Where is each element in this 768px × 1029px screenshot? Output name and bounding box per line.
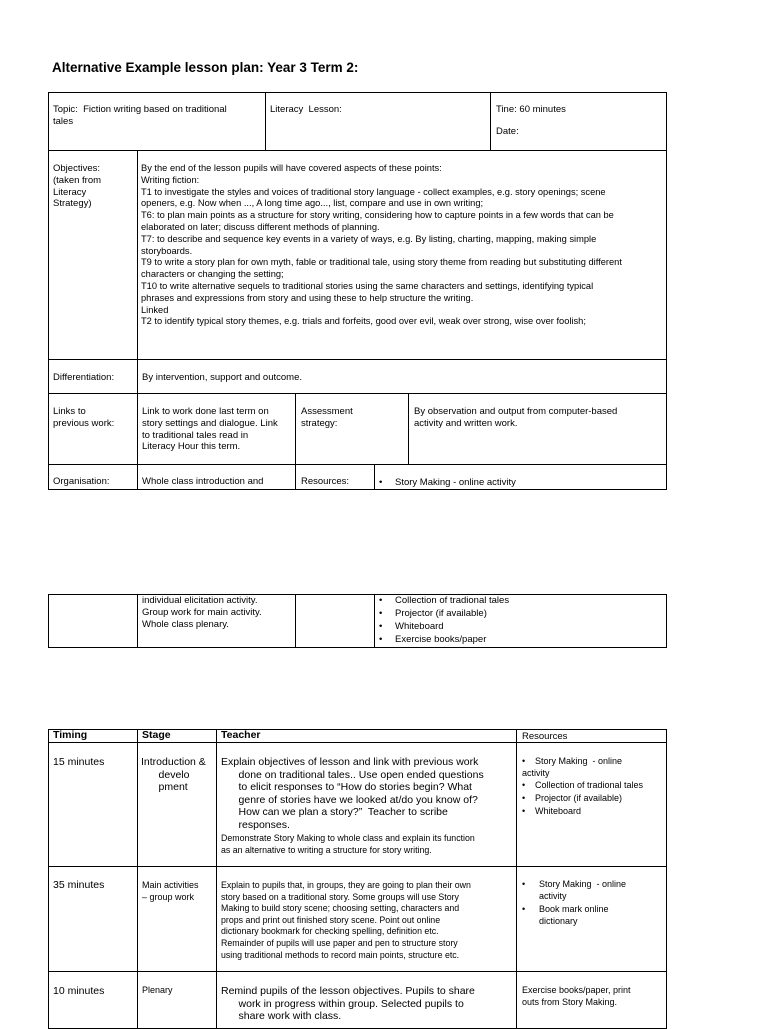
row-stage: Plenary <box>142 985 173 995</box>
time-cell: Tine: 60 minutes <box>496 104 566 115</box>
objective-line: T2 to identify typical story themes, e.g. trials and forfeits, good over evil, weak over strong, wise over foolish; <box>141 316 586 327</box>
resource-item: • Story Making - online activity <box>522 756 623 778</box>
row-timing: 10 minutes <box>53 985 105 997</box>
objectives-text <box>141 163 663 328</box>
resource-item: • Story Making - online activity <box>379 477 516 488</box>
row-stage: Introduction & develo pment <box>141 756 206 794</box>
objectives-label: Objectives: (taken from Literacy Strategy) <box>53 163 102 210</box>
resource-item: • Projector (if available) <box>522 793 623 803</box>
resource-item: • Book mark online dictionary <box>522 904 609 926</box>
document-title: Alternative Example lesson plan: Year 3 Term 2: <box>52 60 359 75</box>
differentiation-text: By intervention, support and outcome. <box>142 372 303 383</box>
resource-item: • Exercise books/paper <box>379 634 487 645</box>
assessment-text: By observation and output from computer-based activity and written work. <box>414 406 618 429</box>
objective-line: T6: to plan main points as a structure for story writing, considering how to capture points in a few words that can be <box>141 210 614 221</box>
objective-line: elaborated on later; discuss different methods of planning. <box>141 221 380 232</box>
resource-item: • Story Making - online activity <box>522 879 627 901</box>
organisation-label: Organisation: <box>53 476 110 487</box>
header-teacher: Teacher <box>221 729 261 741</box>
header-resources: Resources <box>522 731 568 742</box>
header-stage: Stage <box>142 729 171 741</box>
row-timing: 15 minutes <box>53 756 105 768</box>
row-resources: Exercise books/paper, print outs from Story Making. <box>522 985 631 1007</box>
row-teacher-note: Demonstrate Story Making to whole class and explain its function as an alternative to writing a structure for story writing. <box>221 833 475 855</box>
row-stage: Main activities – group work <box>142 880 199 902</box>
row-teacher: Remind pupils of the lesson objectives. Pupils to share work in progress within group. Selected pupils to share work with class. <box>221 985 475 1023</box>
objective-line: phrases and expressions from story and using these to help structure the writing. <box>141 292 474 303</box>
objective-line: Writing fiction: <box>141 174 200 185</box>
plan-table-continued <box>48 594 667 648</box>
resources-label: Resources: <box>301 476 350 487</box>
objective-line: T9 to write a story plan for own myth, fable or traditional tale, using story theme from reading but substituting different <box>141 257 622 268</box>
objective-line: T7: to describe and sequence key events in a variety of ways, e.g. By listing, charting, mapping, making simple <box>141 233 597 244</box>
header-timing: Timing <box>53 729 88 741</box>
resource-item: • Projector (if available) <box>379 608 487 619</box>
objective-line: T1 to investigate the styles and voices of traditional story language - collect examples, e.g. story openings; scene <box>141 186 606 197</box>
differentiation-label: Differentiation: <box>53 372 115 383</box>
objective-line: Linked <box>141 304 169 315</box>
assessment-label: Assessment strategy: <box>301 406 353 429</box>
objective-line: By the end of the lesson pupils will have covered aspects of these points: <box>141 163 442 173</box>
row-teacher: Explain objectives of lesson and link with previous work done on traditional tales.. Use open ended questions to elicit responses to “How do stories begin? What genre of stories have we looked at/do you know of? How can we plan a story?” Teacher to scribe responses. <box>221 756 484 831</box>
links-text: Link to work done last term on story settings and dialogue. Link to traditional tales read in Literacy Hour this term. <box>142 406 278 453</box>
date-cell: Date: <box>496 126 519 137</box>
resource-item: • Whiteboard <box>522 806 582 816</box>
organisation-text-continued: individual elicitation activity. Group work for main activity. Whole class plenary. <box>142 595 262 630</box>
links-label: Links to previous work: <box>53 406 115 429</box>
organisation-text: Whole class introduction and <box>142 476 264 487</box>
literacy-lesson-cell: Literacy Lesson: <box>270 104 342 115</box>
objective-line: storyboards. <box>141 245 193 256</box>
row-timing: 35 minutes <box>53 879 105 891</box>
resource-item: • Whiteboard <box>379 621 444 632</box>
resource-item: • Collection of tradional tales <box>522 780 644 790</box>
row-teacher: Explain to pupils that, in groups, they are going to plan their own story based on a traditional story. Some groups will use Story Making to build story scene; choosing setting, characters and props and print out finished story scene. Point out online dictionary bookmark for checking spelling, definition etc. Remainder of pupils will use paper and pen to structure story using traditional methods to record main points, structure etc. <box>221 880 471 960</box>
topic-cell: Topic: Fiction writing based on traditional tales <box>53 104 227 127</box>
objective-line: openers, e.g. Now when ..., A long time ago..., list, compare and use in own writing; <box>141 198 484 209</box>
objective-line: characters or changing the setting; <box>141 269 284 280</box>
objective-line: T10 to write alternative sequels to traditional stories using the same characters and settings, identifying typical <box>141 280 594 291</box>
resource-item: • Collection of tradional tales <box>379 595 510 606</box>
